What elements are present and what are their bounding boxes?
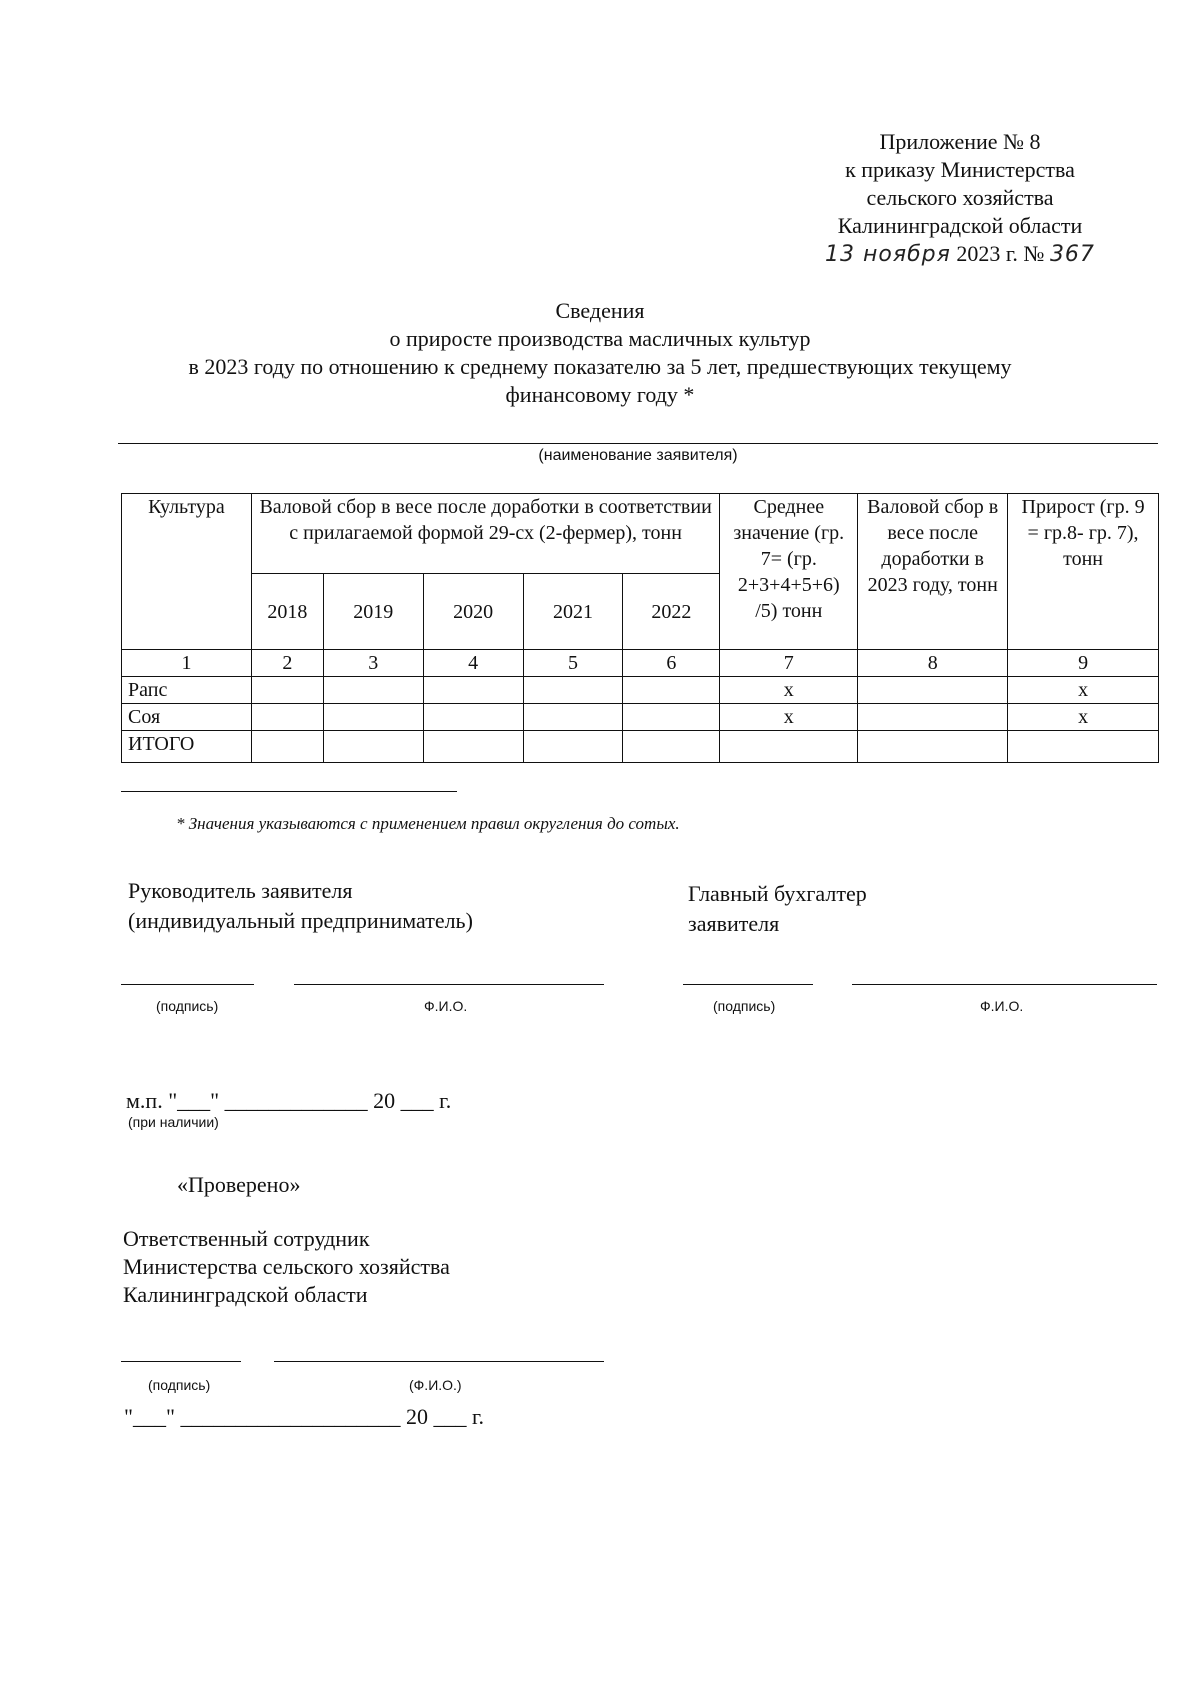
input-cell[interactable] xyxy=(423,677,523,704)
input-cell[interactable] xyxy=(523,704,623,731)
input-cell[interactable] xyxy=(323,731,423,763)
input-cell[interactable] xyxy=(251,677,323,704)
header-culture: Культура xyxy=(122,494,252,650)
title-line-4: финансовому году * xyxy=(505,382,695,407)
col-number: 7 xyxy=(720,650,858,677)
input-cell[interactable] xyxy=(251,731,323,763)
title-line-3: в 2023 году по отношению к среднему показателю за 5 лет, предшествующих текущему xyxy=(188,354,1012,379)
growth-cell: х xyxy=(1008,704,1159,731)
appendix-date-line xyxy=(760,240,1160,269)
stamp-date-line: м.п. "___" _____________ 20 ___ г. xyxy=(126,1088,452,1113)
input-cell[interactable] xyxy=(858,731,1008,763)
title-line-2: о приросте производства масличных культур xyxy=(389,326,811,351)
growth-cell: х xyxy=(1008,677,1159,704)
row-culture-name: ИТОГО xyxy=(122,731,252,763)
title-line-1: Сведения xyxy=(555,298,645,323)
officer-fio-line[interactable] xyxy=(274,1361,604,1362)
input-cell[interactable] xyxy=(323,704,423,731)
head-subtitle: (индивидуальный предприниматель) xyxy=(128,908,473,933)
appendix-region: Калининградской области xyxy=(837,213,1083,238)
handwritten-date: 13 ноября xyxy=(825,242,951,267)
input-cell[interactable] xyxy=(323,677,423,704)
officer-line-1: Ответственный сотрудник xyxy=(123,1226,370,1251)
checked-label: «Проверено» xyxy=(177,1172,301,1197)
accountant-sign-caption: (подпись) xyxy=(713,998,776,1014)
input-cell[interactable] xyxy=(523,731,623,763)
input-cell[interactable] xyxy=(423,704,523,731)
year-2018: 2018 xyxy=(251,574,323,650)
col-number: 9 xyxy=(1008,650,1159,677)
average-cell: х xyxy=(720,677,858,704)
date-suffix: 2023 г. № xyxy=(956,241,1045,266)
appendix-order: к приказу Министерства xyxy=(845,157,1075,182)
header-average: Среднее значение (гр. 7= (гр. 2+3+4+5+6) /5) тонн xyxy=(720,494,858,650)
appendix-ministry: сельского хозяйства xyxy=(866,185,1054,210)
table-row xyxy=(122,704,1159,731)
officer-line-2: Министерства сельского хозяйства xyxy=(123,1254,450,1279)
responsible-officer xyxy=(123,1225,450,1309)
col-number: 4 xyxy=(423,650,523,677)
col-number: 6 xyxy=(623,650,720,677)
footnote: * Значения указываются с применением правил округления до сотых. xyxy=(176,814,680,833)
input-cell[interactable] xyxy=(623,704,720,731)
table-row xyxy=(122,677,1159,704)
average-cell: х xyxy=(720,704,858,731)
input-cell[interactable] xyxy=(251,704,323,731)
officer-signature-line[interactable] xyxy=(121,1361,241,1362)
appendix-title: Приложение № 8 xyxy=(879,129,1041,154)
input-cell[interactable] xyxy=(523,677,623,704)
input-cell[interactable] xyxy=(858,677,1008,704)
year-2019: 2019 xyxy=(323,574,423,650)
officer-line-3: Калининградской области xyxy=(123,1282,368,1307)
officer-date-line: "___" ____________________ 20 ___ г. xyxy=(124,1404,485,1429)
data-table xyxy=(121,493,1159,763)
growth-cell[interactable] xyxy=(1008,731,1159,763)
col-number: 3 xyxy=(323,650,423,677)
col-number: 2 xyxy=(251,650,323,677)
year-2020: 2020 xyxy=(423,574,523,650)
row-culture-name: Соя xyxy=(122,704,252,731)
accountant-title: Главный бухгалтер xyxy=(688,881,867,906)
header-gross: Валовой сбор в весе после доработки в соответствии с прилагаемой формой 29-сх (2-фермер), тонн xyxy=(251,494,719,574)
year-2022: 2022 xyxy=(623,574,720,650)
column-numbers-row xyxy=(122,650,1159,677)
officer-fio-caption: (Ф.И.О.) xyxy=(409,1377,462,1393)
row-culture-name: Рапс xyxy=(122,677,252,704)
col-number: 8 xyxy=(858,650,1008,677)
header-growth: Прирост (гр. 9 = гр.8- гр. 7), тонн xyxy=(1008,494,1159,650)
head-sign-caption: (подпись) xyxy=(156,998,219,1014)
footnote-separator xyxy=(121,791,457,792)
input-cell[interactable] xyxy=(623,731,720,763)
document-title xyxy=(100,297,1100,409)
average-cell[interactable] xyxy=(720,731,858,763)
officer-sign-caption: (подпись) xyxy=(148,1377,211,1393)
applicant-caption: (наименование заявителя) xyxy=(538,447,738,464)
year-2021: 2021 xyxy=(523,574,623,650)
accountant-subtitle: заявителя xyxy=(688,911,780,936)
head-fio-caption: Ф.И.О. xyxy=(424,998,468,1014)
stamp-caption: (при наличии) xyxy=(128,1114,219,1130)
input-cell[interactable] xyxy=(858,704,1008,731)
accountant-fio-line[interactable] xyxy=(852,984,1157,985)
col-number: 1 xyxy=(122,650,252,677)
appendix-block xyxy=(760,128,1160,269)
col-number: 5 xyxy=(523,650,623,677)
accountant-signatory xyxy=(688,879,867,939)
table-row-total xyxy=(122,731,1159,763)
applicant-name-line[interactable] xyxy=(118,443,1158,444)
head-signature-line[interactable] xyxy=(121,984,254,985)
input-cell[interactable] xyxy=(423,731,523,763)
accountant-fio-caption: Ф.И.О. xyxy=(980,998,1024,1014)
header-gross-2023: Валовой сбор в весе после доработки в 2023 году, тонн xyxy=(858,494,1008,650)
handwritten-number: 367 xyxy=(1049,242,1095,267)
head-fio-line[interactable] xyxy=(294,984,604,985)
input-cell[interactable] xyxy=(623,677,720,704)
accountant-signature-line[interactable] xyxy=(683,984,813,985)
head-signatory xyxy=(128,876,473,936)
head-title: Руководитель заявителя xyxy=(128,878,353,903)
